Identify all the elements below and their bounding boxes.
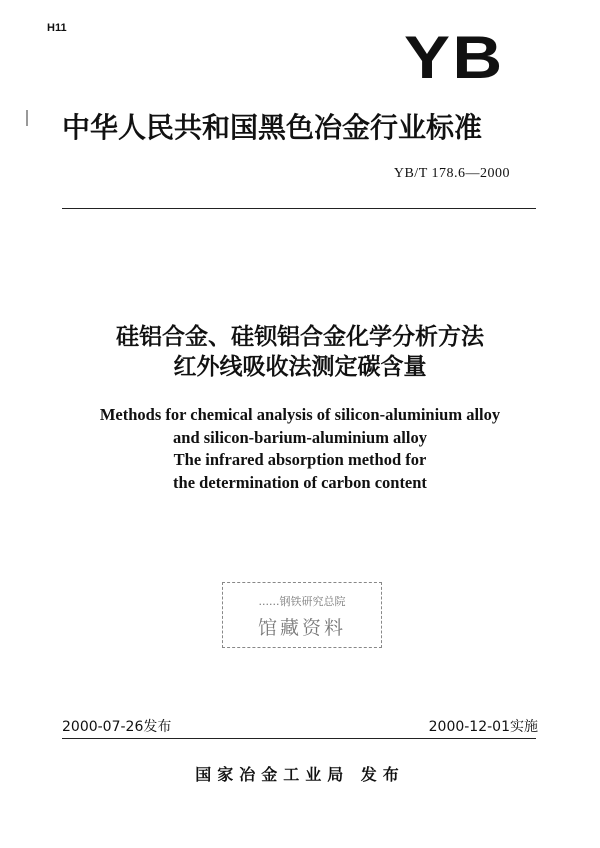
english-title-line: The infrared absorption method for <box>173 450 427 469</box>
chinese-title-line: 硅铝合金、硅钡铝合金化学分析方法 <box>116 324 484 350</box>
stamp-label: 馆藏资料 <box>257 617 346 639</box>
stamp-institution: ......钢铁研究总院 <box>258 595 346 608</box>
scan-mark <box>26 110 28 126</box>
english-title-line: and silicon-barium-aluminium alloy <box>173 427 427 447</box>
issuing-authority: 国家冶金工业局 发布 <box>195 765 405 784</box>
english-title-line: Methods for chemical analysis of silicon-aluminium alloy <box>99 405 501 424</box>
chinese-title-line: 红外线吸收法测定碳含量 <box>173 354 427 380</box>
library-stamp <box>222 582 382 648</box>
english-title <box>0 404 600 494</box>
bottom-divider <box>62 738 536 739</box>
effective-date: 2000-12-01实施 <box>428 719 538 735</box>
issue-date: 2000-07-26发布 <box>62 719 172 735</box>
standard-title: 中华人民共和国黑色冶金行业标准 <box>62 111 483 144</box>
chinese-title <box>0 322 600 382</box>
classification-code: H11 <box>47 22 67 34</box>
standard-number: YB/T 178.6—2000 <box>393 166 510 181</box>
top-divider <box>62 208 536 209</box>
yb-logo: YB <box>404 24 505 91</box>
english-title-line: the determination of carbon content <box>173 472 427 492</box>
